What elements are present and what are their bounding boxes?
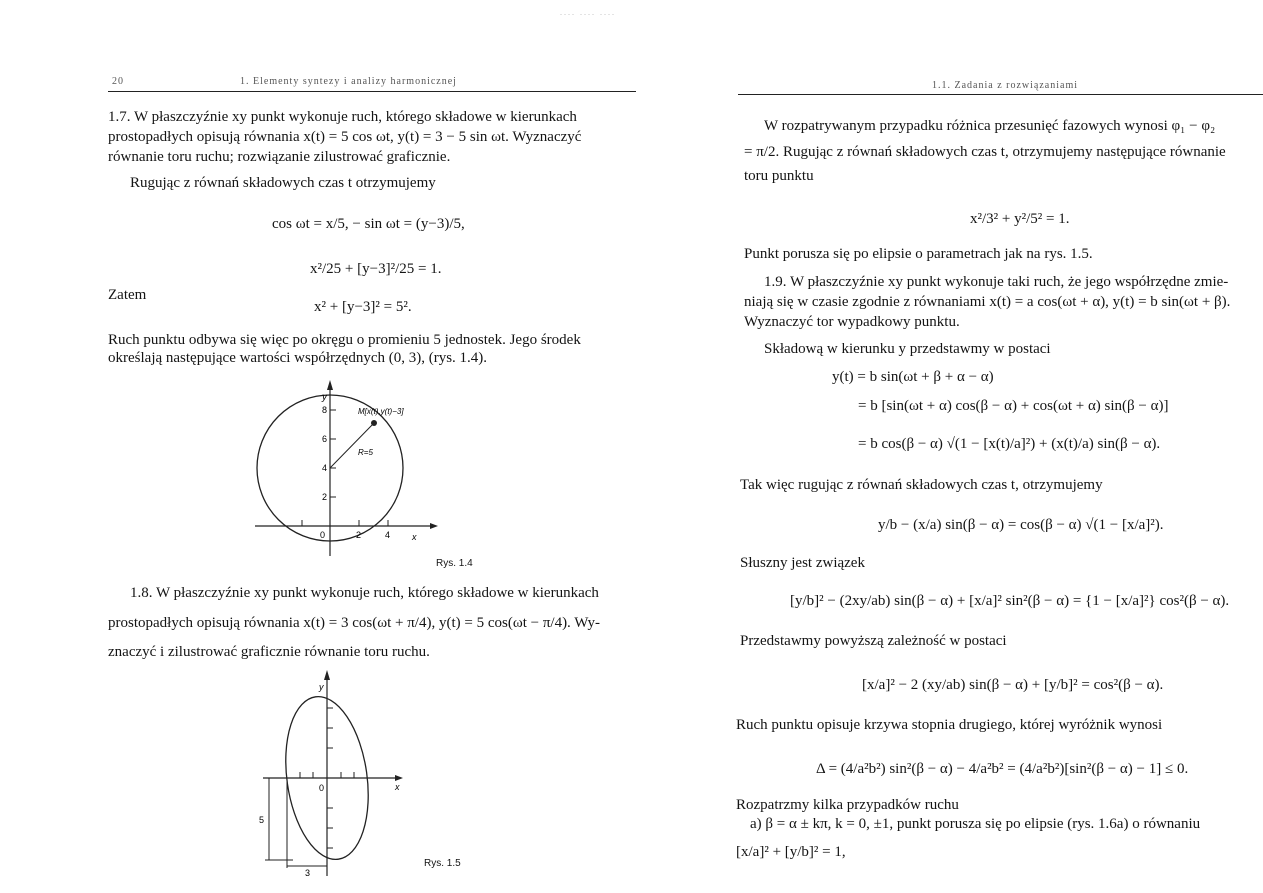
radius-label: R=5 bbox=[358, 448, 373, 457]
equation: [x/a]² − 2 (xy/ab) sin(β − α) + [y/b]² = cos²(β − α). bbox=[862, 677, 1164, 693]
equation: y(t) = b sin(ωt + β + α − α) bbox=[832, 369, 994, 385]
y-axis-label: y bbox=[322, 392, 327, 403]
paragraph-line: a) β = α ± kπ, k = 0, ±1, punkt porusza się po elipsie (rys. 1.6a) o równaniu bbox=[750, 816, 1201, 832]
x-axis-label: x bbox=[395, 782, 400, 792]
paragraph-line: Rozpatrzmy kilka przypadków ruchu bbox=[736, 797, 959, 813]
moving-point bbox=[371, 420, 377, 426]
y-axis-arrow bbox=[324, 670, 330, 680]
y-tick-label: 8 bbox=[322, 405, 328, 415]
paragraph-line: Słuszny jest związek bbox=[740, 555, 865, 571]
y-tick-label: 6 bbox=[322, 434, 328, 444]
radius-line bbox=[330, 423, 374, 468]
problem-1-8-line: prostopadłych opisują równania x(t) = 3 cos(ωt + π/4), y(t) = 5 cos(ωt − π/4). Wy- bbox=[108, 615, 601, 631]
dimension-horizontal-label: 3 bbox=[305, 868, 311, 878]
paragraph-line: Rugując z równań składowych czas t otrzymujemy bbox=[130, 175, 436, 191]
equation: x²/25 + [y−3]²/25 = 1. bbox=[310, 261, 442, 277]
paragraph-line: Zatem bbox=[108, 287, 147, 303]
y-tick-label: 4 bbox=[322, 463, 328, 473]
paragraph-line: Przedstawmy powyższą zależność w postaci bbox=[740, 633, 1007, 649]
problem-1-8-line: znaczyć i zilustrować graficznie równanie toru ruchu. bbox=[108, 644, 430, 660]
equation: x²/3² + y²/5² = 1. bbox=[970, 211, 1070, 227]
x-axis-arrow bbox=[430, 523, 438, 529]
header-rule bbox=[738, 94, 1263, 95]
x-axis-arrow bbox=[395, 775, 403, 781]
problem-1-9-line: niają się w czasie zgodnie z równaniami x(t) = a cos(ωt + α), y(t) = b sin(ωt + β). bbox=[744, 294, 1231, 310]
right-page bbox=[640, 0, 1263, 893]
x-tick-label: 0 bbox=[320, 530, 326, 540]
figure-caption: Rys. 1.5 bbox=[424, 858, 461, 869]
dimension-vertical-label: 5 bbox=[259, 815, 265, 825]
paragraph-line: określają następujące wartości współrzędnych (0, 3), (rys. 1.4). bbox=[108, 350, 488, 366]
y-axis-label: y bbox=[319, 682, 324, 692]
origin-label: 0 bbox=[319, 783, 325, 793]
equation: [x/a]² + [y/b]² = 1, bbox=[736, 844, 846, 860]
y-axis-arrow bbox=[327, 380, 333, 390]
paragraph-line: Tak więc rugując z równań składowych czas t, otrzymujemy bbox=[740, 477, 1103, 493]
equation: x² + [y−3]² = 5². bbox=[314, 299, 412, 315]
x-tick-label: 4 bbox=[385, 530, 391, 540]
header-rule bbox=[108, 91, 636, 92]
figure-caption: Rys. 1.4 bbox=[436, 558, 473, 569]
paragraph-line: Ruch punktu opisuje krzywa stopnia drugiego, której wyróżnik wynosi bbox=[736, 717, 1163, 733]
problem-1-8-line: 1.8. W płaszczyźnie xy punkt wykonuje ruch, którego składowe w kierunkach bbox=[130, 585, 599, 601]
page-number: 20 bbox=[112, 76, 124, 87]
running-title: 1.1. Zadania z rozwiązaniami bbox=[932, 80, 1078, 91]
paragraph-line: toru punktu bbox=[744, 168, 814, 184]
problem-1-7-line: równanie toru ruchu; rozwiązanie zilustrować graficznie. bbox=[108, 149, 451, 165]
paragraph-line: W rozpatrywanym przypadku różnica przesunięć fazowych wynosi φ₁ − φ₂ bbox=[764, 118, 1216, 134]
equation: y/b − (x/a) sin(β − α) = cos(β − α) √(1 − [x/a]²). bbox=[878, 517, 1164, 533]
x-tick-label: 2 bbox=[356, 530, 362, 540]
equation: cos ωt = x/5, − sin ωt = (y−3)/5, bbox=[272, 216, 465, 232]
paragraph-line: Ruch punktu odbywa się więc po okręgu o promieniu 5 jednostek. Jego środek bbox=[108, 332, 581, 348]
equation: = b [sin(ωt + α) cos(β − α) + cos(ωt + α) sin(β − α)] bbox=[858, 398, 1169, 414]
equation: = b cos(β − α) √(1 − [x(t)/a]²) + (x(t)/a) sin(β − α). bbox=[858, 436, 1161, 452]
y-tick-label: 2 bbox=[322, 492, 328, 502]
equation: [y/b]² − (2xy/ab) sin(β − α) + [x/a]² sin²(β − α) = {1 − [x/a]²} cos²(β − α). bbox=[790, 593, 1230, 609]
problem-1-7-line: prostopadłych opisują równania x(t) = 5 cos ωt, y(t) = 3 − 5 sin ωt. Wyznaczyć bbox=[108, 129, 582, 145]
paragraph-line: Składową w kierunku y przedstawmy w postaci bbox=[764, 341, 1051, 357]
point-label: M[x(t),y(t)−3] bbox=[358, 407, 404, 416]
problem-1-9-line: Wyznaczyć tor wypadkowy punktu. bbox=[744, 314, 960, 330]
paragraph-line: Punkt porusza się po elipsie o parametrach jak na rys. 1.5. bbox=[744, 246, 1093, 262]
problem-1-9-line: 1.9. W płaszczyźnie xy punkt wykonuje taki ruch, że jego współrzędne zmie- bbox=[764, 274, 1229, 290]
figure-circle-trajectory bbox=[250, 378, 450, 558]
scan-artifact: .... .... .... bbox=[560, 8, 616, 17]
equation: Δ = (4/a²b²) sin²(β − α) − 4/a²b² = (4/a²b²)[sin²(β − α) − 1] ≤ 0. bbox=[816, 761, 1189, 777]
problem-1-7-line: 1.7. W płaszczyźnie xy punkt wykonuje ruch, którego składowe w kierunkach bbox=[108, 109, 577, 125]
running-title: 1. Elementy syntezy i analizy harmonicznej bbox=[240, 76, 457, 87]
paragraph-line: = π/2. Rugując z równań składowych czas t, otrzymujemy następujące równanie bbox=[744, 144, 1226, 160]
figure-ellipse-trajectory bbox=[255, 668, 415, 880]
x-axis-label: x bbox=[412, 532, 417, 542]
